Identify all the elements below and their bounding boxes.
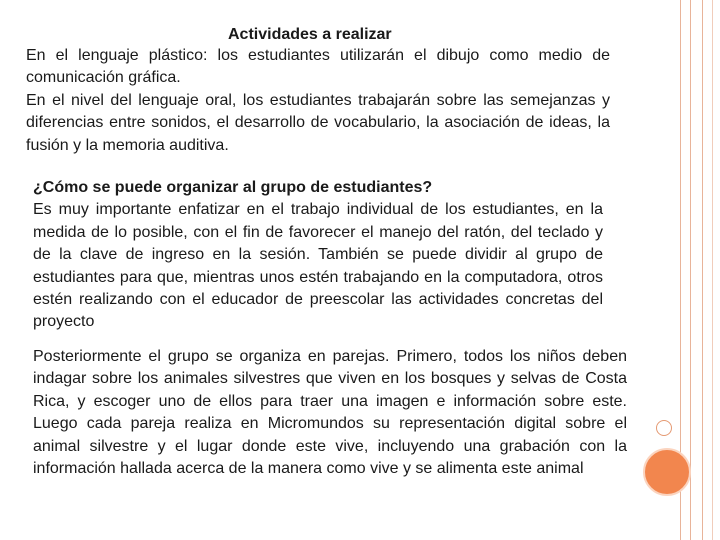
organize-body: Es muy importante enfatizar en el trabajo individual de los estudiantes, en la medida de lo posible, con el fin de favorecer el manejo del ratón, del teclado y de la clave de ingreso en la sesión. También se puede dividir al grupo de estudiantes para que, mientras unos estén trabajando en la computadora, otros estén realizando con el educador de preescolar las actividades concretas del proyecto xyxy=(33,201,603,331)
pairs-body: Posteriormente el grupo se organiza en parejas. Primero, todos los niños deben indagar sobre los animales silvestres que viven en los bosques y selvas de Costa Rica, y escoger uno de ellos para traer una imagen e información sobre este. Luego cada pareja realiza en Micromundos su representación digital sobre el animal silvestre y el lugar donde este vive, incluyendo una grabación con la información hallada acerca de la manera como vive y se alimenta este animal xyxy=(33,348,627,478)
large-circle-decoration xyxy=(643,448,691,496)
decorative-rail-line xyxy=(712,0,713,540)
decorative-rail-line xyxy=(690,0,691,540)
slide-title: Actividades a realizar xyxy=(228,26,392,43)
small-circle-decoration xyxy=(656,420,672,436)
intro-block xyxy=(26,45,610,157)
organize-heading: ¿Cómo se puede organizar al grupo de estudiantes? xyxy=(33,179,433,196)
organize-block xyxy=(33,177,603,334)
decorative-rail-line xyxy=(702,0,703,540)
intro-paragraph-oral: En el nivel del lenguaje oral, los estudiantes trabajarán sobre las semejanzas y diferencias entre sonidos, el desarrollo de vocabulario, la asociación de ideas, la fusión y la memoria auditiva. xyxy=(26,91,610,154)
pairs-block xyxy=(33,346,627,480)
intro-paragraph-plastic: En el lenguaje plástico: los estudiantes utilizarán el dibujo como medio de comunicación gráfica. xyxy=(26,47,610,87)
